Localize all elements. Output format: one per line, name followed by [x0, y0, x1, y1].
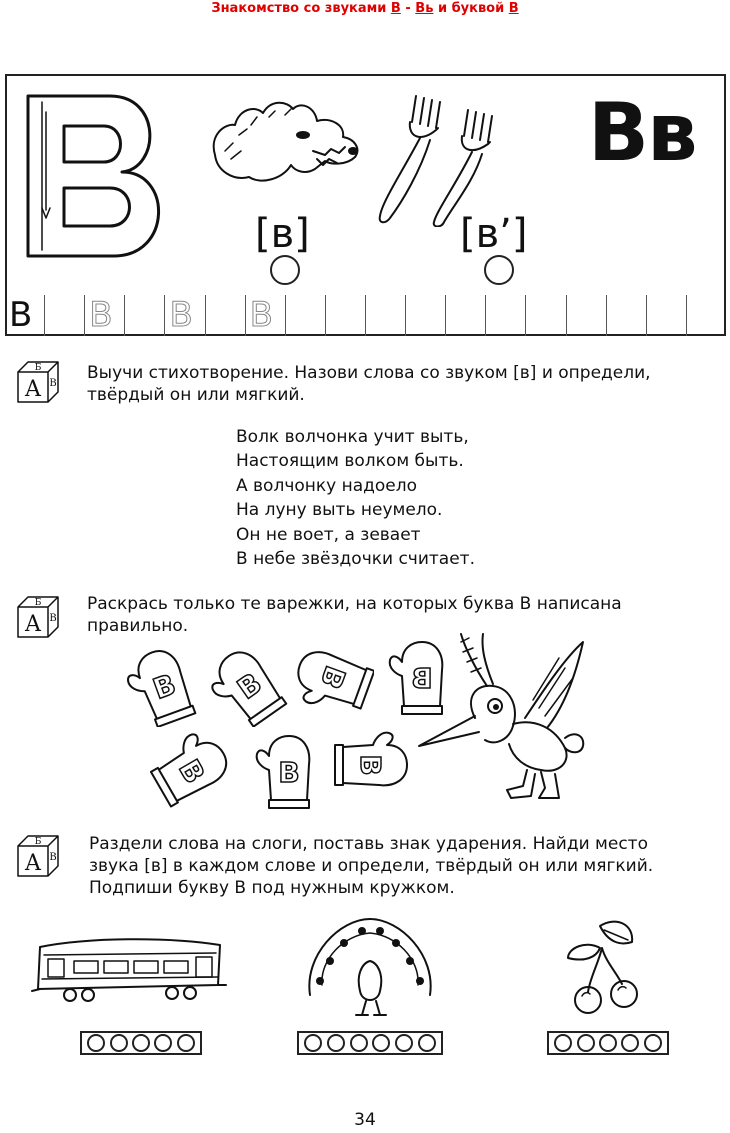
poem-line: А волчонку надоело [236, 475, 418, 496]
trace-cell[interactable] [164, 295, 204, 336]
big-letter-outline [22, 92, 172, 262]
task-3-instruction [89, 833, 653, 899]
soft-sound-label: [в’] [460, 211, 528, 257]
trace-cell[interactable] [365, 295, 405, 336]
trace-letter[interactable]: В [169, 295, 193, 335]
sound-circle[interactable] [304, 1034, 322, 1052]
cube-letter-b: Б [34, 598, 42, 608]
trace-cell[interactable] [566, 295, 606, 336]
cube-letter-v: В [49, 613, 57, 624]
trace-cell [5, 295, 44, 336]
trace-cell[interactable] [44, 295, 84, 336]
letter-tracing-row [5, 295, 726, 336]
letter-pair: Вв [588, 86, 696, 179]
wagon-image [30, 935, 230, 1005]
peacock-image [300, 915, 440, 1020]
bird-with-scarf-image [415, 628, 590, 808]
trace-cell[interactable] [285, 295, 325, 336]
trace-cell[interactable] [686, 295, 726, 336]
mitten-letter: В [148, 667, 181, 706]
hard-sound-circle[interactable] [270, 255, 300, 285]
poem-line: В небе звёздочки считает. [236, 549, 475, 570]
task-3-line-2: звука [в] в каждом слове и определи, твёрдый он или мягкий. [89, 856, 654, 876]
sound-circle[interactable] [621, 1034, 639, 1052]
trace-cell[interactable] [485, 295, 525, 336]
abv-cube-icon [14, 358, 60, 404]
wolf-head-image [205, 95, 365, 195]
sound-circle[interactable] [327, 1034, 345, 1052]
trace-cell[interactable] [205, 295, 245, 336]
page-number: 34 [354, 1110, 376, 1130]
cherries-image [560, 912, 650, 1020]
cube-letter-v: В [49, 378, 57, 389]
sound-circle[interactable] [110, 1034, 128, 1052]
title-separator: - [400, 1, 416, 16]
soft-sound-circle[interactable] [484, 255, 514, 285]
title-letter: В [508, 1, 519, 16]
page-title [0, 0, 730, 18]
sound-circle[interactable] [577, 1034, 595, 1052]
trace-cell[interactable] [445, 295, 485, 336]
title-sound-soft: Вь [415, 1, 434, 16]
task-2-line-2: правильно. [87, 616, 189, 636]
sound-circle[interactable] [554, 1034, 572, 1052]
task-1-line-1: Выучи стихотворение. Назови слова со звуком [в] и определи, [87, 363, 651, 383]
sample-letter: В [9, 295, 33, 335]
trace-cell[interactable] [245, 295, 285, 336]
trace-cell[interactable] [325, 295, 365, 336]
cube-letter-a: А [24, 377, 42, 402]
mitten-letter: В [231, 666, 268, 706]
sound-circle[interactable] [395, 1034, 413, 1052]
title-sound-hard: В [390, 1, 401, 16]
trace-cell[interactable] [646, 295, 686, 336]
cube-letter-b: Б [34, 363, 42, 373]
poem-line: Волк волчонка учит выть, [236, 427, 469, 447]
abv-cube-icon [14, 593, 60, 639]
mitten[interactable] [150, 728, 234, 810]
sound-boxes-wagon [80, 1031, 202, 1055]
trace-cell[interactable] [124, 295, 164, 336]
mitten-letter: В [354, 754, 387, 776]
cube-letter-a: А [24, 851, 42, 876]
forks-image [372, 92, 512, 227]
cube-letter-b: Б [34, 837, 42, 847]
mitten-letter: В [172, 753, 212, 789]
poem [236, 425, 475, 571]
cube-letter-a: А [24, 612, 42, 637]
mitten-letter: В [314, 661, 354, 694]
trace-cell[interactable] [525, 295, 565, 336]
mitten-letter: В [411, 662, 433, 695]
mitten[interactable] [330, 722, 414, 804]
sound-circle[interactable] [177, 1034, 195, 1052]
sound-circle[interactable] [154, 1034, 172, 1052]
sound-circle[interactable] [644, 1034, 662, 1052]
mitten[interactable] [205, 645, 289, 727]
mitten[interactable] [290, 638, 374, 720]
hard-sound-label: [в] [255, 211, 310, 257]
poem-line: Он не воет, а зевает [236, 524, 421, 545]
title-text: Знакомство со звуками [211, 1, 391, 16]
task-2-line-1: Раскрась только те варежки, на которых буква В написана [87, 594, 622, 614]
task-3-line-3: Подпиши букву В под нужным кружком. [89, 878, 455, 898]
sound-circle[interactable] [372, 1034, 390, 1052]
task-3-line-1: Раздели слова на слоги, поставь знак ударения. Найди место [89, 834, 648, 854]
abv-cube-icon [14, 832, 60, 878]
title-text-mid: и буквой [433, 1, 509, 16]
sound-circle[interactable] [599, 1034, 617, 1052]
trace-cell[interactable] [84, 295, 124, 336]
sound-boxes-peacock [297, 1031, 443, 1055]
trace-letter[interactable]: В [249, 295, 273, 335]
task-1-line-2: твёрдый он или мягкий. [87, 385, 305, 405]
mitten-letter: В [278, 756, 300, 789]
sound-boxes-cherries [547, 1031, 669, 1055]
poem-line: Настоящим волком быть. [236, 451, 464, 472]
mitten[interactable] [245, 730, 329, 812]
sound-circle[interactable] [132, 1034, 150, 1052]
sound-circle[interactable] [350, 1034, 368, 1052]
trace-letter[interactable]: В [89, 295, 113, 335]
cube-letter-v: В [49, 852, 57, 863]
task-1-instruction [87, 362, 651, 406]
trace-cell[interactable] [606, 295, 646, 336]
trace-cell[interactable] [405, 295, 445, 336]
sound-circle[interactable] [87, 1034, 105, 1052]
mitten[interactable] [120, 645, 204, 727]
sound-circle[interactable] [418, 1034, 436, 1052]
poem-line: На луну выть неумело. [236, 500, 443, 521]
